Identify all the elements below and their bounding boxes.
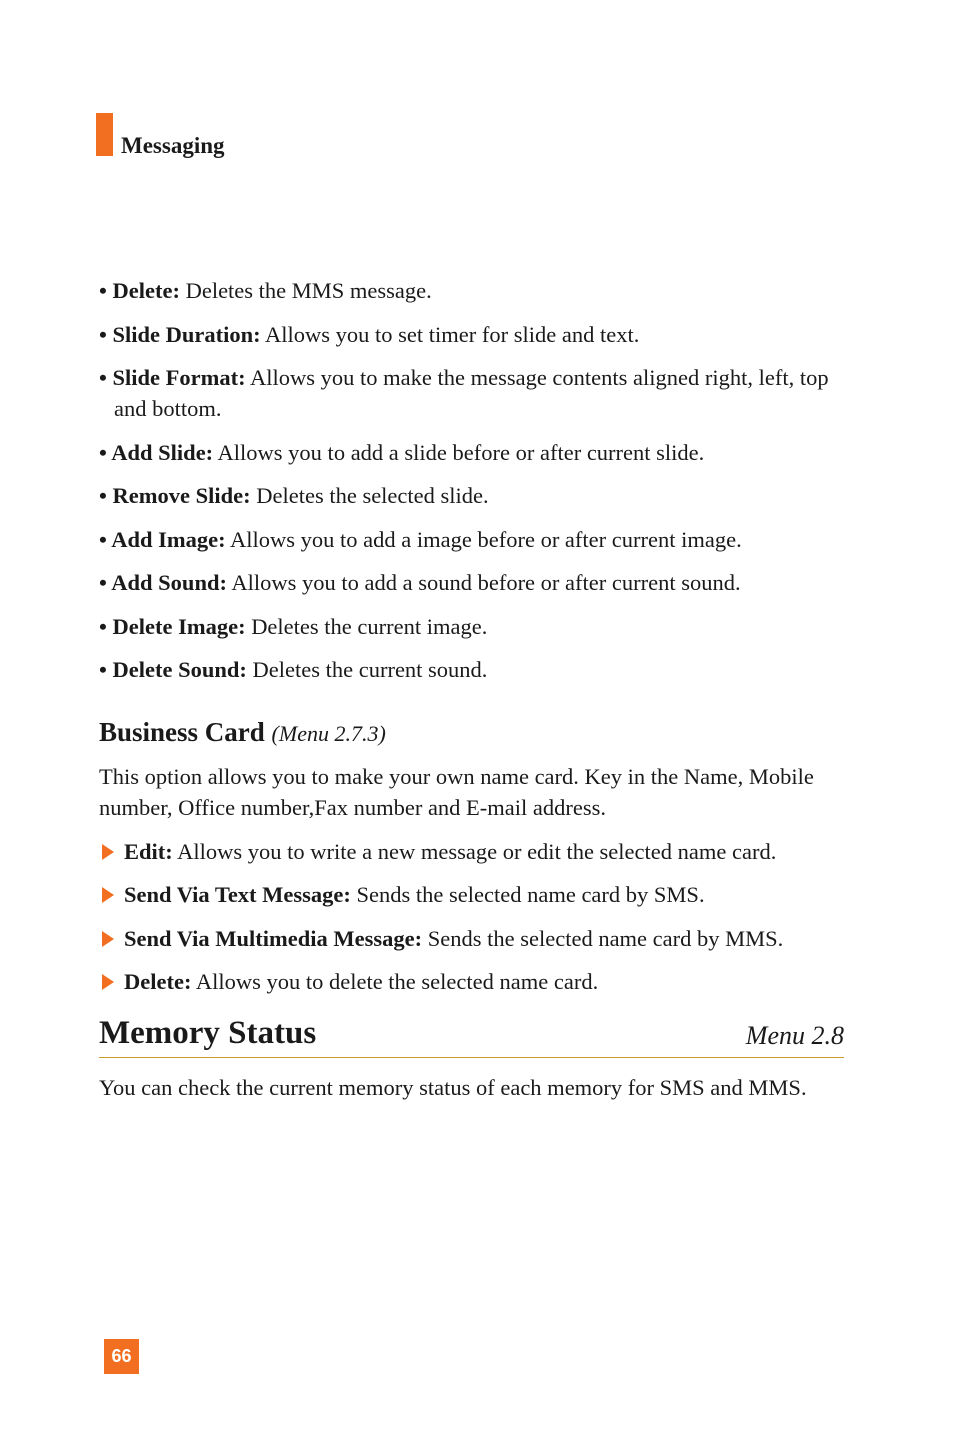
section-header: Messaging	[121, 133, 225, 158]
business-card-item-send-multimedia	[99, 923, 844, 954]
option-delete-image	[99, 611, 844, 642]
arrow-right-icon	[102, 974, 114, 990]
option-label: • Add Sound:	[99, 570, 227, 595]
business-card-item-delete	[99, 966, 844, 997]
option-label: • Delete Sound:	[99, 657, 247, 682]
option-delete-sound	[99, 654, 844, 685]
option-label: • Delete:	[99, 278, 180, 303]
arrow-right-icon	[102, 844, 114, 860]
option-text: Deletes the selected slide.	[250, 483, 489, 508]
business-card-item-send-text	[99, 879, 844, 910]
item-label: Send Via Text Message:	[124, 882, 351, 907]
memory-status-menu-ref: Menu 2.8	[745, 1021, 844, 1050]
item-text: Allows you to write a new message or edit the selected name card.	[172, 838, 777, 864]
option-text: Deletes the current sound.	[246, 657, 488, 682]
option-text: Deletes the current image.	[245, 613, 488, 639]
option-delete	[99, 275, 844, 306]
item-label: Send Via Multimedia Message:	[124, 925, 423, 951]
memory-status-description: You can check the current memory status of each memory for SMS and MMS.	[99, 1075, 807, 1100]
option-text: Allows you to add a image before or after current image.	[225, 526, 742, 552]
option-text: Allows you to add a slide before or after current slide.	[213, 439, 705, 465]
arrow-right-icon	[102, 887, 114, 903]
arrow-right-icon	[102, 931, 114, 947]
option-label: • Remove Slide:	[99, 483, 251, 508]
page-number: 66	[104, 1339, 139, 1374]
option-add-slide	[99, 437, 844, 468]
option-remove-slide	[99, 480, 844, 511]
memory-status-heading	[99, 1013, 844, 1058]
page-content	[99, 275, 844, 1116]
option-add-sound	[99, 567, 844, 598]
memory-status-title: Memory Status	[99, 1015, 317, 1051]
item-label: Delete:	[124, 969, 192, 994]
option-text: Allows you to make the message contents aligned right, left, top and bottom.	[114, 365, 829, 421]
option-text: Allows you to set timer for slide and text.	[260, 321, 640, 347]
option-text: Deletes the MMS message.	[179, 278, 432, 303]
option-label: • Slide Duration:	[99, 321, 261, 347]
option-label: • Add Slide:	[99, 439, 214, 465]
option-add-image	[99, 524, 844, 555]
business-card-menu-ref: (Menu 2.7.3)	[271, 721, 386, 746]
option-text: Allows you to add a sound before or after current sound.	[226, 570, 741, 595]
item-label: Edit:	[124, 838, 173, 864]
business-card-title: Business Card	[99, 717, 265, 747]
section-marker-bar	[96, 113, 113, 156]
option-label: • Delete Image:	[99, 613, 246, 639]
business-card-item-edit	[99, 836, 844, 867]
item-text: Sends the selected name card by MMS.	[422, 925, 784, 951]
option-slide-format	[99, 362, 844, 424]
item-text: Allows you to delete the selected name card.	[191, 969, 599, 994]
business-card-heading	[99, 715, 844, 751]
item-text: Sends the selected name card by SMS.	[350, 882, 705, 907]
option-label: • Slide Format:	[99, 365, 246, 390]
business-card-description: This option allows you to make your own name card. Key in the Name, Mobile number, Office number,Fax number and E-mail address.	[99, 764, 814, 820]
option-slide-duration	[99, 319, 844, 350]
option-label: • Add Image:	[99, 526, 226, 552]
